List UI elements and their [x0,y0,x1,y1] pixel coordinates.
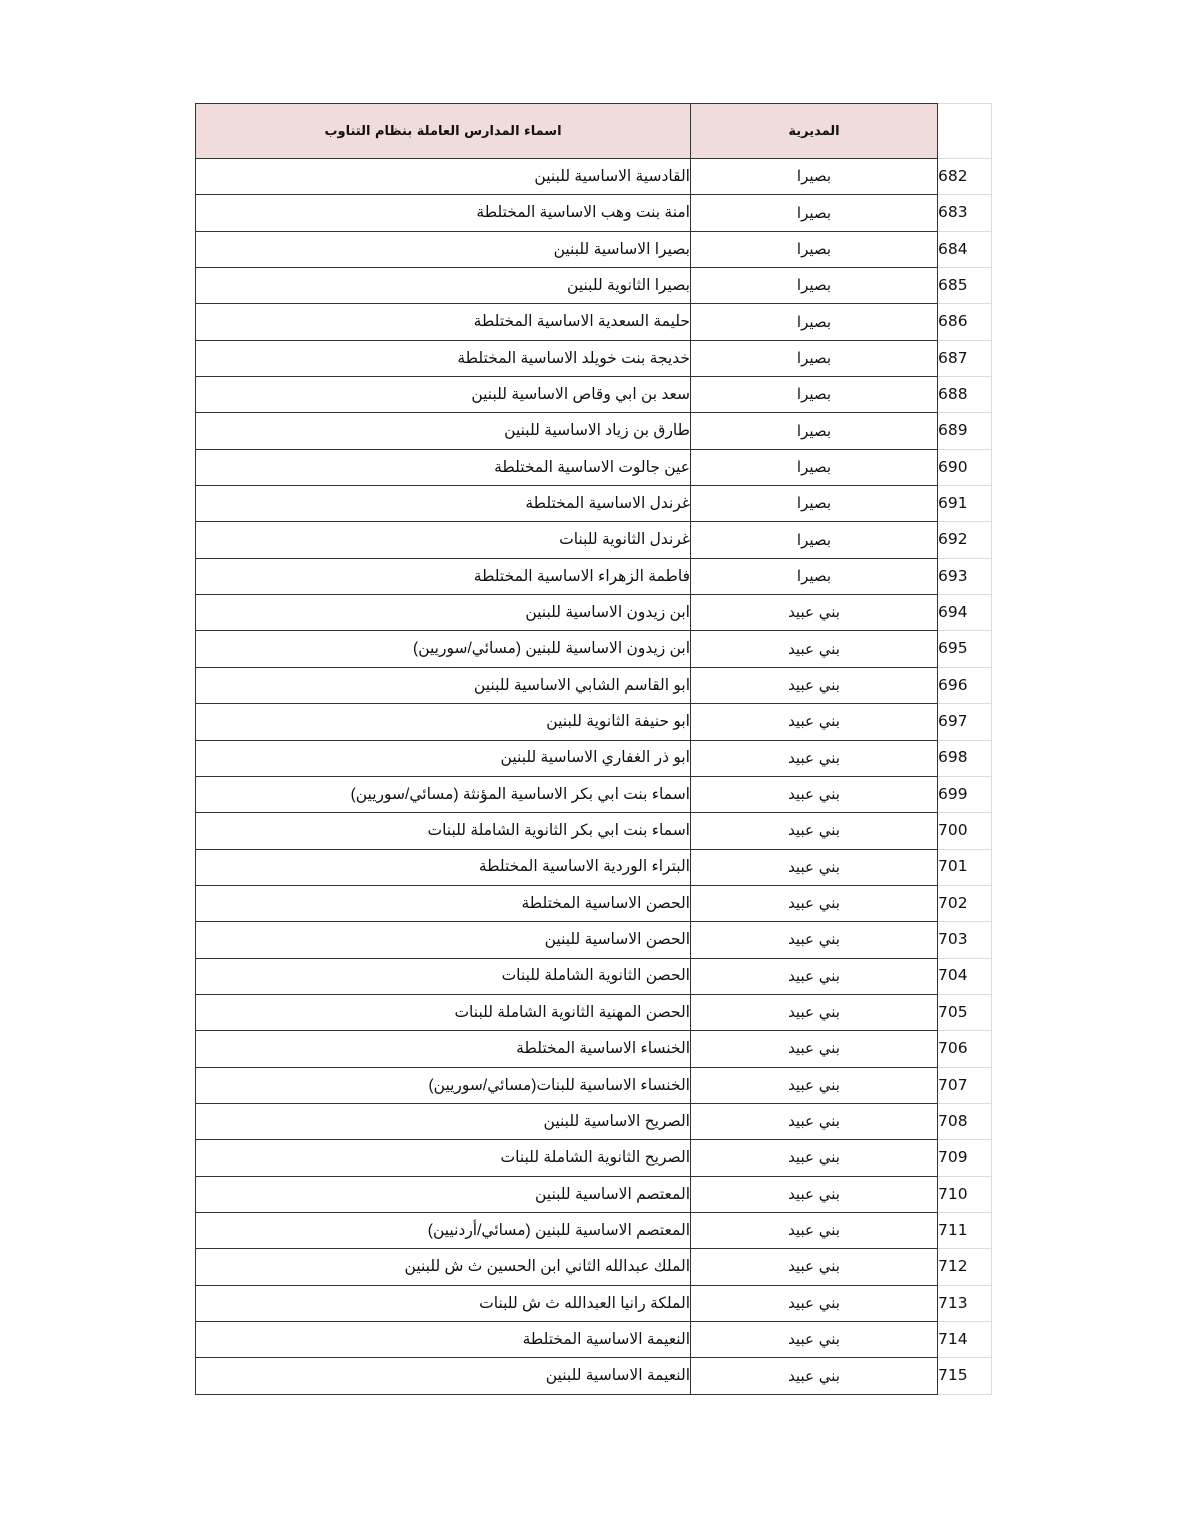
directorate-cell: بني عبيد [691,1140,938,1176]
directorate-cell: بني عبيد [691,1067,938,1103]
school-name-cell: الصريح الثانوية الشاملة للبنات [196,1140,691,1176]
directorate-cell: بني عبيد [691,1285,938,1321]
table-row [196,704,992,740]
row-number-cell: 709 [938,1140,992,1176]
school-name-cell: الحصن الاساسية للبنين [196,922,691,958]
directorate-cell: بني عبيد [691,1176,938,1212]
school-name-cell: البتراء الوردية الاساسية المختلطة [196,849,691,885]
table-row [196,849,992,885]
row-number-cell: 711 [938,1212,992,1248]
school-name-cell: النعيمة الاساسية المختلطة [196,1322,691,1358]
table-row [196,1212,992,1248]
rotation-schools-table [195,103,992,1395]
table-row [196,1322,992,1358]
school-name-cell: القادسية الاساسية للبنين [196,159,691,195]
directorate-cell: بني عبيد [691,1249,938,1285]
table-row [196,1285,992,1321]
directorate-cell: بني عبيد [691,776,938,812]
school-name-cell: ابو ذر الغفاري الاساسية للبنين [196,740,691,776]
row-number-cell: 693 [938,558,992,594]
school-name-cell: ابن زيدون الاساسية للبنين [196,595,691,631]
row-number-cell: 695 [938,631,992,667]
row-number-cell: 690 [938,449,992,485]
row-number-cell: 701 [938,849,992,885]
directorate-cell: بني عبيد [691,813,938,849]
directorate-cell: بني عبيد [691,1031,938,1067]
directorate-cell: بني عبيد [691,595,938,631]
school-name-cell: النعيمة الاساسية للبنين [196,1358,691,1394]
school-name-cell: غرندل الثانوية للبنات [196,522,691,558]
row-number-cell: 712 [938,1249,992,1285]
table-row [196,195,992,231]
school-name-cell: ابو القاسم الشابي الاساسية للبنين [196,667,691,703]
directorate-cell: بني عبيد [691,1322,938,1358]
school-name-cell: الملك عبدالله الثاني ابن الحسين ث ش للبنين [196,1249,691,1285]
school-name-cell: خديجة بنت خويلد الاساسية المختلطة [196,340,691,376]
table-row [196,595,992,631]
table-row [196,558,992,594]
row-number-cell: 686 [938,304,992,340]
table-row [196,486,992,522]
school-name-cell: المعتصم الاساسية للبنين [196,1176,691,1212]
row-number-cell: 699 [938,776,992,812]
row-number-cell: 689 [938,413,992,449]
row-number-cell: 706 [938,1031,992,1067]
directorate-cell: بني عبيد [691,1212,938,1248]
table-row [196,231,992,267]
row-number-cell: 692 [938,522,992,558]
row-number-cell: 705 [938,994,992,1030]
row-number-cell: 683 [938,195,992,231]
table-row [196,813,992,849]
school-name-cell: عين جالوت الاساسية المختلطة [196,449,691,485]
table-row [196,449,992,485]
directorate-cell: بني عبيد [691,704,938,740]
school-name-cell: امنة بنت وهب الاساسية المختلطة [196,195,691,231]
directorate-cell: بصيرا [691,558,938,594]
table-row [196,631,992,667]
school-name-cell: المعتصم الاساسية للبنين (مسائي/أردنيين) [196,1212,691,1248]
directorate-cell: بني عبيد [691,958,938,994]
directorate-cell: بني عبيد [691,740,938,776]
row-number-cell: 684 [938,231,992,267]
row-number-cell: 697 [938,704,992,740]
table-row [196,413,992,449]
school-name-cell: بصيرا الاساسية للبنين [196,231,691,267]
table-row [196,1031,992,1067]
row-number-cell: 691 [938,486,992,522]
row-number-cell: 708 [938,1103,992,1139]
school-name-cell: اسماء بنت ابي بكر الاساسية المؤنثة (مسائي/سوريين) [196,776,691,812]
row-number-cell: 710 [938,1176,992,1212]
row-number-cell: 714 [938,1322,992,1358]
table-body [196,159,992,1395]
school-name-cell: فاطمة الزهراء الاساسية المختلطة [196,558,691,594]
row-number-cell: 700 [938,813,992,849]
table-row [196,340,992,376]
row-number-cell: 685 [938,268,992,304]
table-row [196,268,992,304]
school-name-cell: الملكة رانيا العبدالله ث ش للبنات [196,1285,691,1321]
school-name-cell: اسماء بنت ابي بكر الثانوية الشاملة للبنات [196,813,691,849]
school-name-cell: الحصن المهنية الثانوية الشاملة للبنات [196,994,691,1030]
table-row [196,377,992,413]
directorate-cell: بصيرا [691,195,938,231]
school-name-cell: بصيرا الثانوية للبنين [196,268,691,304]
directorate-cell: بني عبيد [691,994,938,1030]
table-row [196,1249,992,1285]
table-row [196,1067,992,1103]
row-number-cell: 713 [938,1285,992,1321]
header-directorate: المديرية [691,104,938,159]
directorate-cell: بني عبيد [691,885,938,921]
table-row [196,958,992,994]
school-name-cell: الحصن الاساسية المختلطة [196,885,691,921]
row-number-cell: 687 [938,340,992,376]
school-name-cell: الخنساء الاساسية المختلطة [196,1031,691,1067]
table-row [196,159,992,195]
row-number-cell: 707 [938,1067,992,1103]
directorate-cell: بصيرا [691,486,938,522]
row-number-cell: 715 [938,1358,992,1394]
row-number-cell: 704 [938,958,992,994]
directorate-cell: بني عبيد [691,849,938,885]
table-row [196,1176,992,1212]
row-number-cell: 694 [938,595,992,631]
table-header-row [196,104,992,159]
directorate-cell: بصيرا [691,159,938,195]
directorate-cell: بني عبيد [691,1358,938,1394]
header-number [938,104,992,159]
table-row [196,994,992,1030]
row-number-cell: 698 [938,740,992,776]
directorate-cell: بني عبيد [691,922,938,958]
table-row [196,885,992,921]
school-name-cell: ابن زيدون الاساسية للبنين (مسائي/سوريين) [196,631,691,667]
row-number-cell: 688 [938,377,992,413]
table-row [196,1103,992,1139]
school-name-cell: الحصن الثانوية الشاملة للبنات [196,958,691,994]
row-number-cell: 703 [938,922,992,958]
directorate-cell: بصيرا [691,377,938,413]
table-row [196,922,992,958]
school-name-cell: سعد بن ابي وقاص الاساسية للبنين [196,377,691,413]
directorate-cell: بصيرا [691,231,938,267]
school-name-cell: الصريح الاساسية للبنين [196,1103,691,1139]
school-name-cell: حليمة السعدية الاساسية المختلطة [196,304,691,340]
table-row [196,1140,992,1176]
table-row [196,522,992,558]
header-school-names: اسماء المدارس العاملة بنظام التناوب [196,104,691,159]
directorate-cell: بصيرا [691,449,938,485]
row-number-cell: 696 [938,667,992,703]
directorate-cell: بصيرا [691,268,938,304]
table-row [196,1358,992,1394]
directorate-cell: بني عبيد [691,631,938,667]
table-row [196,740,992,776]
row-number-cell: 702 [938,885,992,921]
directorate-cell: بني عبيد [691,667,938,703]
directorate-cell: بصيرا [691,522,938,558]
school-name-cell: طارق بن زياد الاساسية للبنين [196,413,691,449]
table-row [196,304,992,340]
row-number-cell: 682 [938,159,992,195]
table-row [196,776,992,812]
directorate-cell: بصيرا [691,340,938,376]
directorate-cell: بصيرا [691,304,938,340]
school-name-cell: غرندل الاساسية المختلطة [196,486,691,522]
school-name-cell: الخنساء الاساسية للبنات(مسائي/سوريين) [196,1067,691,1103]
directorate-cell: بصيرا [691,413,938,449]
directorate-cell: بني عبيد [691,1103,938,1139]
table-row [196,667,992,703]
school-name-cell: ابو حنيفة الثانوية للبنين [196,704,691,740]
